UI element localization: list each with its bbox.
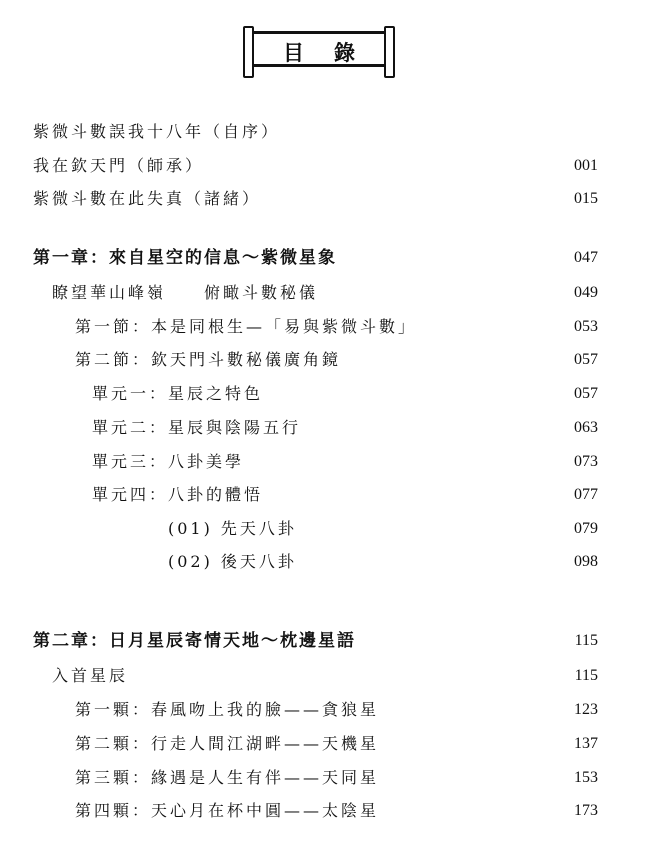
toc-entry-title: 單元三：八卦美學 (92, 452, 245, 471)
page-title: 目錄 (283, 41, 385, 65)
toc-entry[interactable] (0, 281, 650, 305)
toc-entry-page: 137 (574, 735, 598, 752)
toc-entry-page: 001 (574, 157, 598, 174)
toc-entry[interactable] (0, 348, 650, 372)
toc-entry[interactable] (0, 483, 650, 507)
toc-entry-title: 第四顆：天心月在杯中圓——太陰星 (75, 801, 380, 820)
toc-entry-page: 057 (574, 385, 598, 402)
toc-entry-page: 049 (574, 284, 598, 301)
toc-entry-page: 015 (574, 190, 598, 207)
toc-entry-page: 115 (574, 667, 598, 684)
toc-entry-title: 第二顆：行走人間江湖畔——天機星 (75, 734, 380, 753)
toc-entry-title: (01) 先天八卦 (168, 519, 297, 538)
toc-entry-title: 入首星辰 (52, 666, 129, 685)
toc-entry-title: 瞭望華山峰嶺 俯瞰斗數秘儀 (52, 283, 319, 302)
toc-chapter-entry[interactable] (0, 246, 650, 270)
toc-entry[interactable] (0, 698, 650, 722)
toc-entry-page: 063 (574, 419, 598, 436)
toc-entry-page: 079 (574, 520, 598, 537)
toc-entry-title: 紫微斗數在此失真（諸緒） (33, 189, 262, 208)
toc-entry-page: 047 (574, 249, 598, 266)
toc-entry-page: 153 (574, 769, 598, 786)
toc-entry-title: 第一顆：春風吻上我的臉——貪狼星 (75, 700, 380, 719)
toc-entry[interactable] (0, 664, 650, 688)
toc-entry[interactable] (0, 187, 650, 211)
toc-entry[interactable] (0, 766, 650, 790)
toc-entry-title: 紫微斗數誤我十八年（自序） (33, 122, 281, 141)
toc-entry-page: 123 (574, 701, 598, 718)
toc-entry-title: 單元二：星辰與陰陽五行 (92, 418, 302, 437)
toc-entry-page: 173 (574, 802, 598, 819)
toc-entry-page: 057 (574, 351, 598, 368)
toc-entry[interactable] (0, 517, 650, 541)
toc-entry-page: 073 (574, 453, 598, 470)
toc-entry[interactable] (0, 315, 650, 339)
toc-entry-page: 098 (574, 553, 598, 570)
toc-entry[interactable] (0, 550, 650, 574)
toc-entry-title: 第二章：日月星辰寄情天地～枕邊星語 (33, 631, 356, 651)
toc-entry-title: (02) 後天八卦 (168, 552, 297, 571)
toc-entry-title: 單元四：八卦的體悟 (92, 485, 264, 504)
toc-entry-title: 我在欽天門（師承） (33, 156, 205, 175)
toc-entry-title: 第一節：本是同根生—「易與紫微斗數」 (75, 317, 418, 336)
toc-entry[interactable] (0, 154, 650, 178)
toc-entry[interactable] (0, 416, 650, 440)
toc-chapter-entry[interactable] (0, 629, 650, 653)
toc-entry[interactable] (0, 120, 650, 144)
scroll-bar-top (253, 31, 385, 34)
toc-entry-page: 077 (574, 486, 598, 503)
toc-entry-title: 第二節：欽天門斗數秘儀廣角鏡 (75, 350, 342, 369)
toc-entry[interactable] (0, 382, 650, 406)
toc-entry-page: 053 (574, 318, 598, 335)
toc-entry[interactable] (0, 732, 650, 756)
toc-entry-title: 第三顆：緣遇是人生有伴——天同星 (75, 768, 380, 787)
toc-entry[interactable] (0, 450, 650, 474)
toc-entry-page: 115 (574, 632, 598, 649)
toc-entry-title: 單元一：星辰之特色 (92, 384, 264, 403)
scroll-title-banner (247, 26, 391, 72)
toc-entry-title: 第一章：來自星空的信息～紫微星象 (33, 248, 337, 268)
toc-entry[interactable] (0, 799, 650, 823)
